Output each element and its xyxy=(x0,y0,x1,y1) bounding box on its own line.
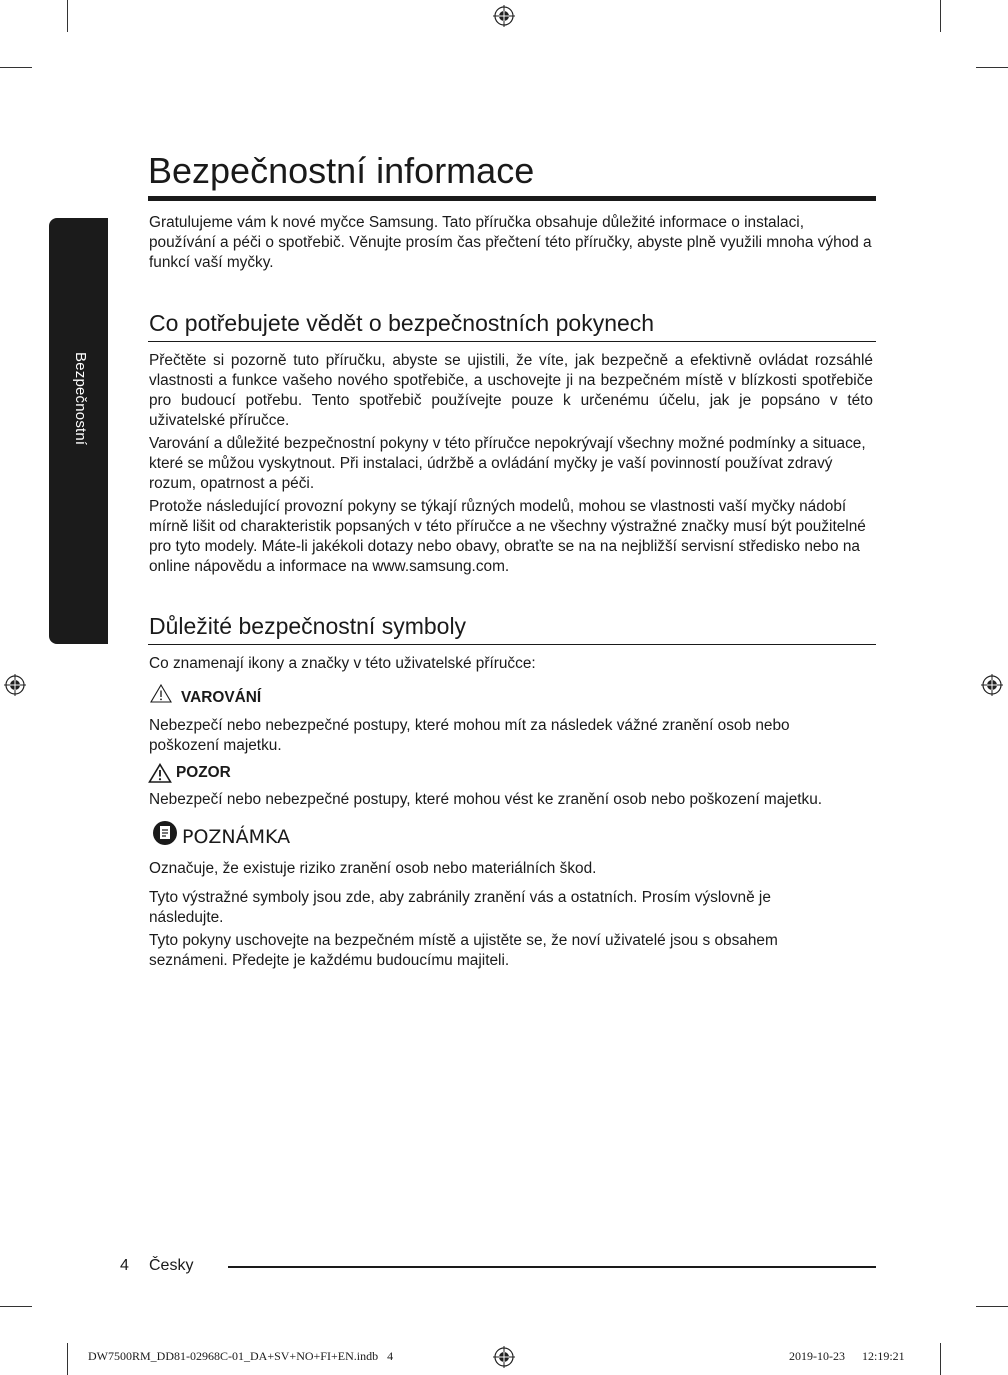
print-file-info: DW7500RM_DD81-02968C-01_DA+SV+NO+FI+EN.indb 4 xyxy=(88,1349,394,1363)
crop-mark xyxy=(976,67,1008,68)
note-description: Označuje, že existuje riziko zranění osob nebo materiálních škod. xyxy=(149,860,597,877)
print-time: 12:19:21 xyxy=(862,1349,905,1363)
crop-mark xyxy=(67,1343,68,1375)
crop-mark xyxy=(0,1306,32,1307)
section-heading-safety-symbols: Důležité bezpečnostní symboly xyxy=(149,613,467,639)
section-rule xyxy=(148,644,876,645)
closing-paragraph-2: Tyto pokyny uschovejte na bezpečném místě a ujistěte se, že noví uživatelé jsou s obsahem seznámeni. Předejte je každému budoucímu majiteli. xyxy=(149,932,778,969)
warning-description: Nebezpečí nebo nebezpečné postupy, které mohou mít za následek vážné zranění osob nebo poškození majetku. xyxy=(149,717,790,754)
symbols-intro: Co znamenají ikony a značky v této uživatelské příručce: xyxy=(149,655,536,672)
warning-label: VAROVÁNÍ xyxy=(181,689,262,706)
crop-mark xyxy=(0,67,32,68)
page-number: 4 xyxy=(120,1257,129,1274)
note-label: POZNÁMKA xyxy=(182,826,291,848)
footer-language: Česky xyxy=(149,1257,194,1274)
crop-mark xyxy=(67,0,68,32)
warning-triangle-icon xyxy=(150,684,172,703)
registration-mark-icon xyxy=(4,674,26,696)
page-title: Bezpečnostní informace xyxy=(148,150,535,191)
side-tab-label: Bezpečnostní xyxy=(72,352,89,446)
caution-triangle-icon xyxy=(148,763,172,783)
caution-description: Nebezpečí nebo nebezpečné postupy, které mohou vést ke zranění osob nebo poškození majetku. xyxy=(149,791,823,808)
crop-mark xyxy=(940,0,941,32)
registration-mark-icon xyxy=(981,674,1003,696)
intro-paragraph: Gratulujeme vám k nové myčce Samsung. Tato příručka obsahuje důležité informace o instalaci, používání a péči o spotřebič. Věnujte prosím čas přečtení této příručky, abyste plně využili mnoha výhod a funkcí vaší myčky. xyxy=(149,214,872,271)
section-rule xyxy=(148,341,876,342)
title-rule xyxy=(148,196,876,201)
registration-mark-icon xyxy=(493,5,515,27)
section-heading-safety-instructions: Co potřebujete vědět o bezpečnostních pokynech xyxy=(149,310,655,336)
print-date: 2019-10-23 xyxy=(789,1349,845,1363)
note-icon xyxy=(152,820,178,846)
section1-paragraph-1: Přečtěte si pozorně tuto příručku, abyste se ujistili, že víte, jak bezpečně a efektivně ovládat rozsáhlé vlastnosti a funkce vašeho nového spotřebiče, a uschovejte ji na bezpečném místě v blízkosti spotřebiče pro budoucí potřebu. Tento spotřebič používejte pouze k určenému účelu, jak je popsáno v této uživatelské příručce. xyxy=(149,352,873,429)
crop-mark xyxy=(976,1306,1008,1307)
crop-mark xyxy=(940,1343,941,1375)
registration-mark-icon xyxy=(493,1346,515,1368)
section1-paragraph-2: Varování a důležité bezpečnostní pokyny v této příručce nepokrývají všechny možné podmínky a situace, které se můžou vyskytnout. Při instalaci, údržbě a ovládání myčky je vaší povinností používat zdravý rozum, opatrnost a péči. xyxy=(149,435,866,492)
caution-label: POZOR xyxy=(176,764,231,781)
section1-paragraph-3: Protože následující provozní pokyny se týkají různých modelů, mohou se vlastnosti vaší myčky nádobí mírně lišit od charakteristik popsaných v této příručce a ne všechny výstražné značky musí být použitelné pro tyto modely. Máte-li jakékoli dotazy nebo obavy, obraťte se na na nejbližší servisní středisko nebo na online nápovědu a informace na www.samsung.com. xyxy=(149,498,866,575)
closing-paragraph-1: Tyto výstražné symboly jsou zde, aby zabránily zranění vás a ostatních. Prosím výslovně je následujte. xyxy=(149,889,771,926)
footer-rule xyxy=(228,1266,876,1268)
